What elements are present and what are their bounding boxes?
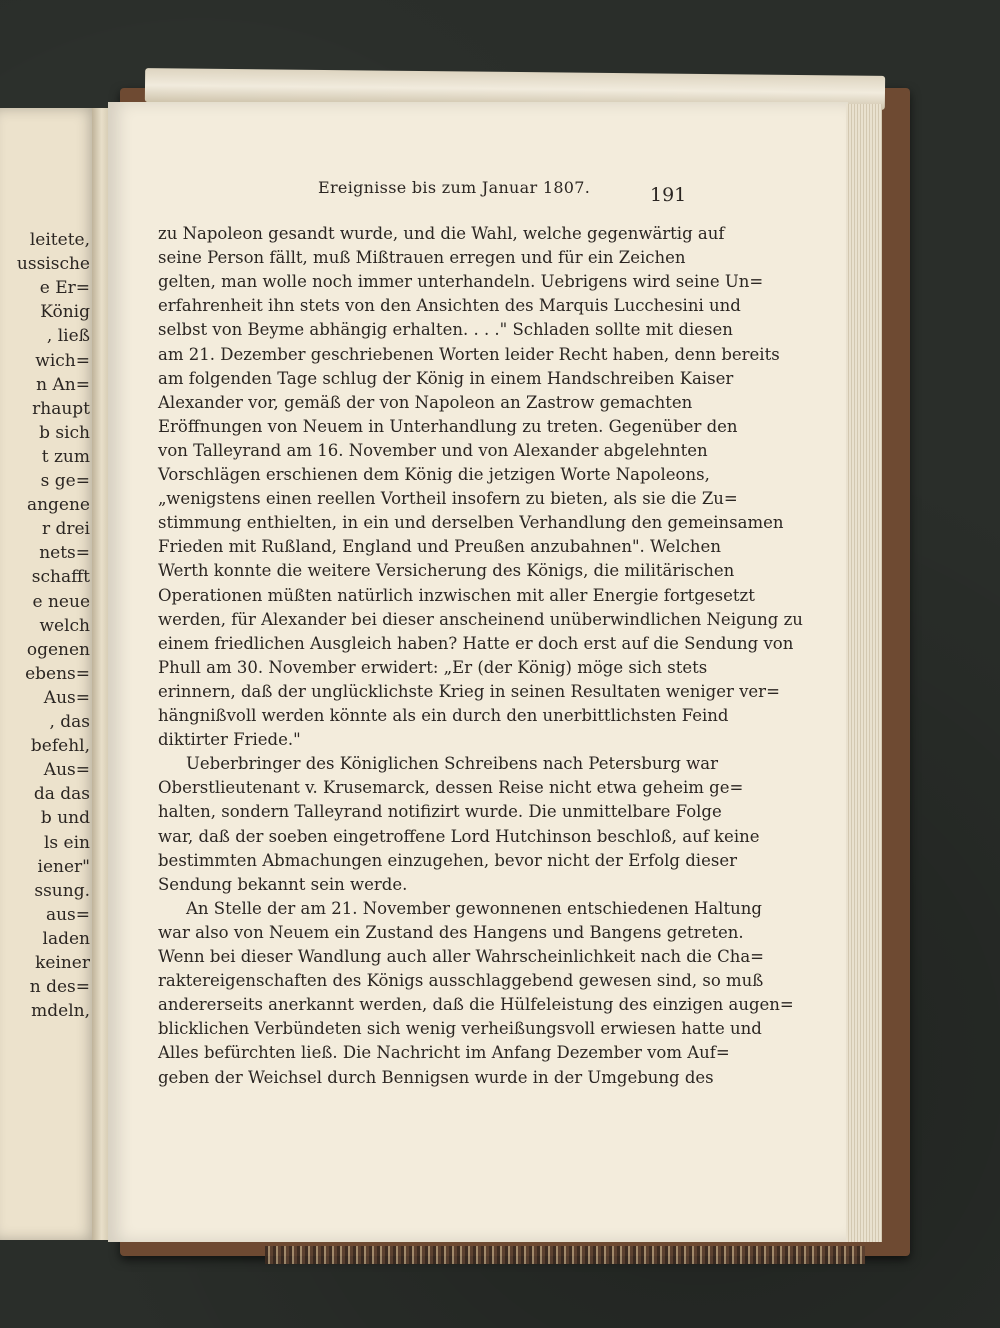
text-line: stimmung enthielten, in ein und derselben Verhandlung den gemeinsamen bbox=[158, 513, 784, 533]
left-page-fragment: ssung. bbox=[34, 880, 90, 901]
text-line: Sendung bekannt sein werde. bbox=[158, 874, 408, 894]
left-page-fragment: ls ein bbox=[43, 832, 90, 853]
text-line: Operationen müßten natürlich inzwischen mit aller Energie fortgesetzt bbox=[158, 585, 755, 605]
left-page-fragment: r drei bbox=[41, 519, 90, 540]
left-page-fragment: nets= bbox=[39, 543, 90, 564]
left-page bbox=[0, 108, 98, 1240]
text-line: von Talleyrand am 16. November und von Alexander abgelehnten bbox=[158, 440, 708, 460]
text-line: selbst von Beyme abhängig erhalten. . . ." Schladen sollte mit diesen bbox=[158, 320, 733, 340]
text-line: seine Person fällt, muß Mißtrauen erregen und für ein Zeichen bbox=[158, 248, 686, 268]
left-page-fragment: laden bbox=[42, 928, 90, 949]
text-line: Werth konnte die weitere Versicherung des Königs, die militärischen bbox=[158, 561, 735, 581]
left-page-fragment: n An= bbox=[36, 374, 90, 395]
left-page-fragment: s ge= bbox=[40, 471, 90, 491]
left-page-fragment: keiner bbox=[35, 953, 90, 973]
left-page-fragment: , ließ bbox=[46, 326, 90, 347]
left-page-fragment: iener" bbox=[37, 856, 90, 877]
gutter bbox=[92, 108, 108, 1240]
text-line: „wenigstens einen reellen Vortheil insofern zu bieten, als sie die Zu= bbox=[158, 489, 738, 509]
page-fore-edge bbox=[846, 104, 882, 1242]
text-line: bestimmten Abmachungen einzugehen, bevor nicht der Erfolg dieser bbox=[158, 850, 737, 870]
text-line: diktirter Friede." bbox=[158, 730, 301, 750]
left-page-fragment: rhaupt bbox=[32, 398, 90, 419]
text-line: blicklichen Verbündeten sich wenig verheißungsvoll erwiesen hatte und bbox=[158, 1019, 762, 1039]
text-line: Ueberbringer des Königlichen Schreibens nach Petersburg war bbox=[186, 754, 719, 774]
text-line: geben der Weichsel durch Bennigsen wurde in der Umgebung des bbox=[158, 1067, 714, 1087]
left-page-fragment: mdeln, bbox=[31, 1001, 90, 1022]
left-page-fragment: angene bbox=[26, 495, 90, 516]
left-page-fragment: König bbox=[40, 302, 90, 323]
text-line: raktereigenschaften des Königs ausschlaggebend gewesen sind, so muß bbox=[158, 971, 764, 991]
left-page-fragment: n des= bbox=[29, 977, 90, 998]
left-page-fragment: ussische bbox=[16, 254, 90, 275]
left-page-fragment: aus= bbox=[45, 904, 90, 925]
text-line: Phull am 30. November erwidert: „Er (der König) möge sich stets bbox=[158, 657, 708, 677]
left-page-fragment: schafft bbox=[31, 567, 90, 588]
left-page-fragment: welch bbox=[39, 615, 90, 636]
running-head: Ereignisse bis zum Januar 1807. bbox=[318, 178, 591, 197]
text-line: erfahrenheit ihn stets von den Ansichten des Marquis Lucchesini und bbox=[158, 296, 741, 316]
left-page-fragment: ebens= bbox=[25, 663, 90, 684]
left-page-fragment: e Er= bbox=[39, 278, 90, 299]
text-line: Alexander vor, gemäß der von Napoleon an Zastrow gemachten bbox=[158, 392, 693, 412]
left-page-fragment: wich= bbox=[35, 350, 90, 371]
left-page-fragment: t zum bbox=[41, 446, 90, 467]
text-line: erinnern, daß der unglücklichste Krieg in seinen Resultaten weniger ver= bbox=[158, 681, 780, 701]
left-page-fragment: , das bbox=[49, 712, 90, 732]
text-line: war, daß der soeben eingetroffene Lord Hutchinson beschloß, auf keine bbox=[158, 826, 760, 846]
text-line: einem friedlichen Ausgleich haben? Hatte er doch erst auf die Sendung von bbox=[158, 633, 794, 653]
page-number: 191 bbox=[650, 184, 687, 206]
left-page-fragment: b sich bbox=[39, 422, 90, 443]
text-line: Oberstlieutenant v. Krusemarck, dessen Reise nicht etwa geheim ge= bbox=[158, 778, 744, 798]
text-line: halten, sondern Talleyrand notifizirt wurde. Die unmittelbare Folge bbox=[158, 802, 722, 822]
text-line: Wenn bei dieser Wandlung auch aller Wahrscheinlichkeit nach die Cha= bbox=[158, 947, 765, 966]
left-page-fragment: e neue bbox=[32, 591, 90, 612]
text-line: hängnißvoll werden könnte als ein durch den unerbittlichsten Feind bbox=[158, 706, 729, 725]
text-line: zu Napoleon gesandt wurde, und die Wahl, welche gegenwärtig auf bbox=[158, 224, 725, 243]
text-line: Vorschlägen erschienen dem König die jetzigen Worte Napoleons, bbox=[158, 465, 710, 484]
left-page-fragment: ogenen bbox=[26, 639, 90, 660]
left-page-fragment: b und bbox=[40, 808, 90, 829]
text-line: Frieden mit Rußland, England und Preußen anzubahnen". Welchen bbox=[158, 537, 721, 557]
text-line: am 21. Dezember geschriebenen Worten leider Recht haben, denn bereits bbox=[158, 344, 780, 364]
text-line: andererseits anerkannt werden, daß die Hülfeleistung des einzigen augen= bbox=[158, 995, 794, 1015]
left-page-fragment: Aus= bbox=[43, 687, 90, 708]
text-line: An Stelle der am 21. November gewonnenen entschiedenen Haltung bbox=[186, 898, 762, 918]
text-line: werden, für Alexander bei dieser anscheinend unüberwindlichen Neigung zu bbox=[158, 609, 803, 629]
left-page-fragment: Aus= bbox=[43, 760, 90, 781]
text-line: war also von Neuem ein Zustand des Hangens und Bangens getreten. bbox=[158, 922, 744, 942]
text-line: Eröffnungen von Neuem in Unterhandlung zu treten. Gegenüber den bbox=[158, 416, 738, 436]
text-line: Alles befürchten ließ. Die Nachricht im Anfang Dezember vom Auf= bbox=[158, 1043, 730, 1063]
left-page-fragment: befehl, bbox=[30, 736, 90, 757]
left-page-fragment: leitete, bbox=[29, 230, 90, 250]
marbled-edge bbox=[265, 1246, 865, 1264]
left-page-fragment: da das bbox=[33, 784, 90, 805]
text-line: am folgenden Tage schlug der König in einem Handschreiben Kaiser bbox=[158, 368, 734, 388]
text-line: gelten, man wolle noch immer unterhandeln. Uebrigens wird seine Un= bbox=[158, 272, 764, 292]
